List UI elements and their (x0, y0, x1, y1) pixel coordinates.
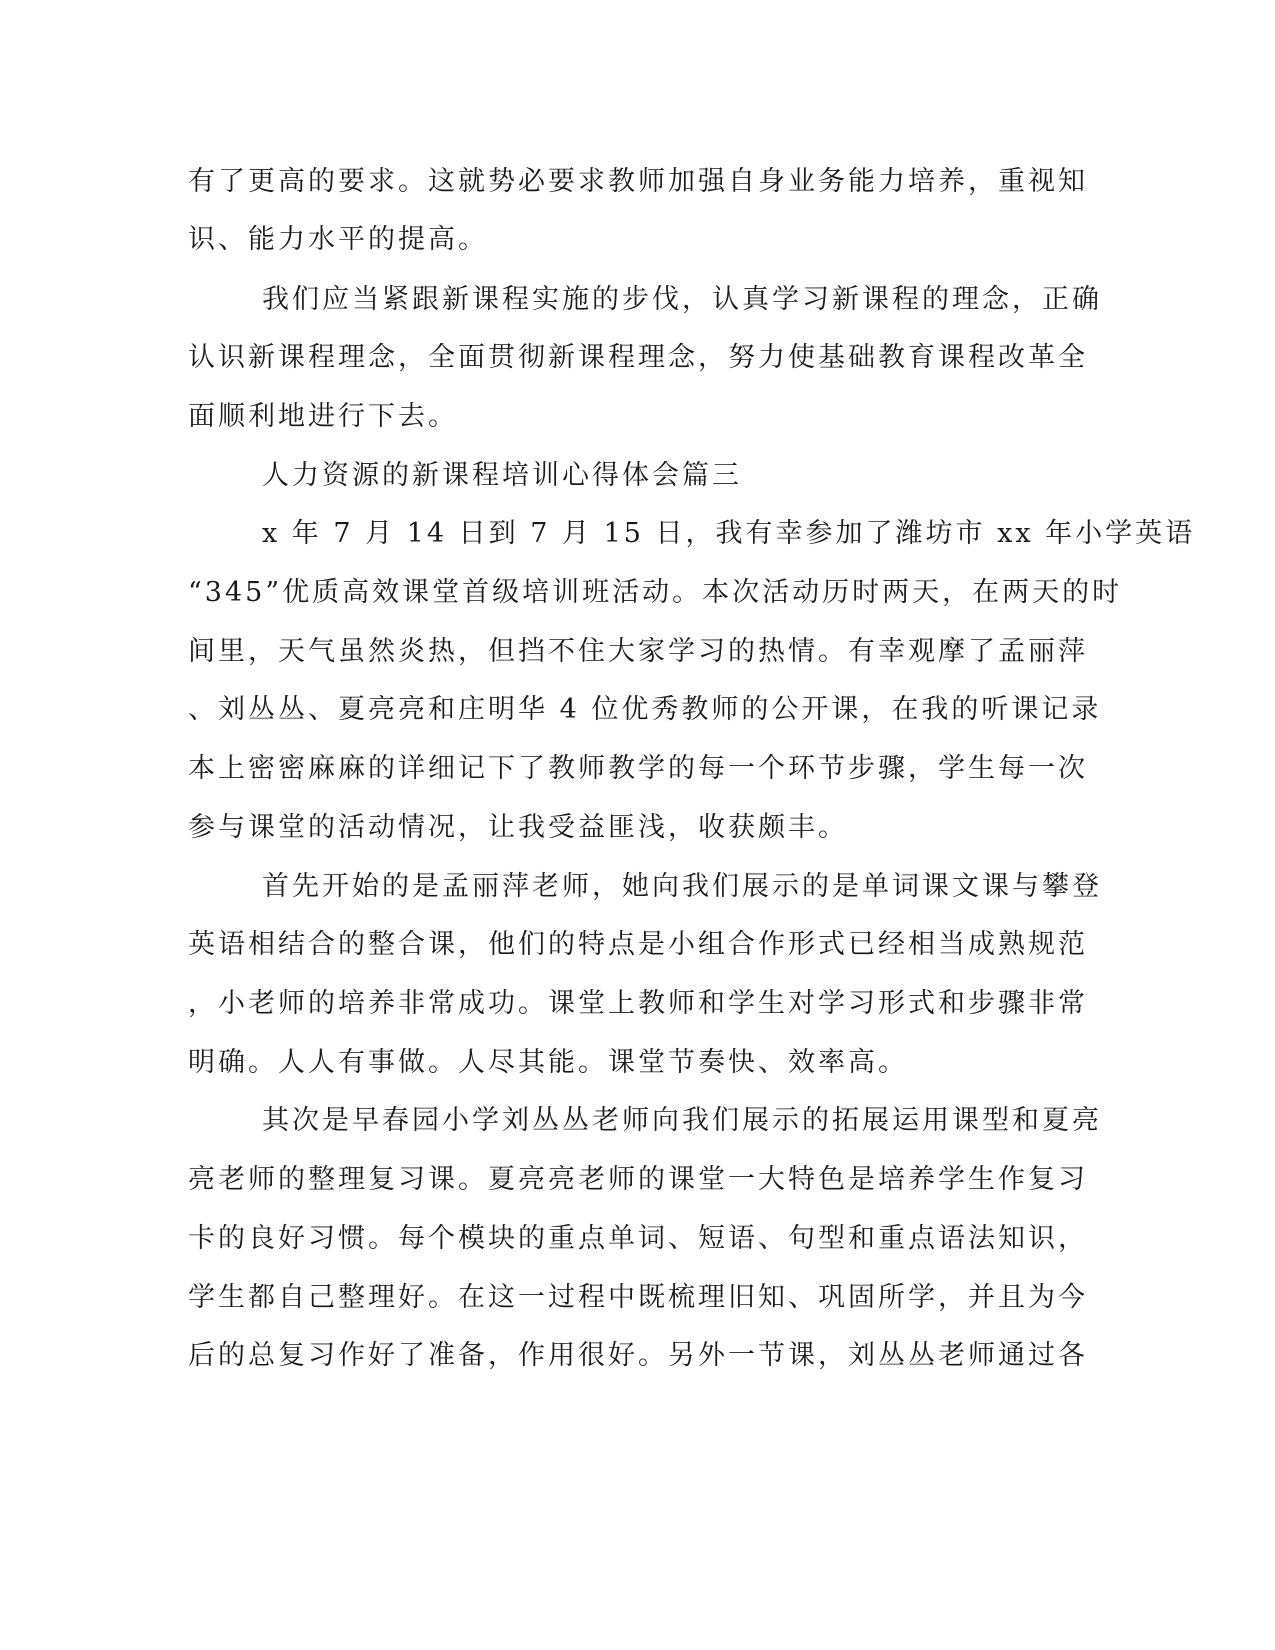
paragraph-start-line: x 年 7 月 14 日到 7 月 15 日，我有幸参加了潍坊市 xx 年小学英语 (262, 518, 1196, 549)
text-line: 英语相结合的整合课，他们的特点是小组合作形式已经相当成熟规范 (188, 929, 1088, 960)
text-line: 参与课堂的活动情况，让我受益匪浅，收获颇丰。 (188, 812, 848, 843)
text-line: 间里，天气虽然炎热，但挡不住大家学习的热情。有幸观摩了孟丽萍 (188, 636, 1088, 667)
text-line: 本上密密麻麻的详细记下了教师教学的每一个环节步骤，学生每一次 (188, 753, 1088, 784)
paragraph-start-line: 其次是早春园小学刘丛丛老师向我们展示的拓展运用课型和夏亮 (262, 1105, 1102, 1136)
text-line: 明确。人人有事做。人尽其能。课堂节奏快、效率高。 (188, 1047, 908, 1078)
paragraph-start-line: 我们应当紧跟新课程实施的步伐，认真学习新课程的理念，正确 (262, 284, 1102, 315)
text-line: 有了更高的要求。这就势必要求教师加强自身业务能力培养，重视知 (188, 166, 1088, 197)
text-line: “345”优质高效课堂首级培训班活动。本次活动历时两天，在两天的时 (188, 577, 1123, 608)
text-line: 识、能力水平的提高。 (188, 224, 488, 255)
text-line: ，小老师的培养非常成功。课堂上教师和学生对学习形式和步骤非常 (188, 988, 1088, 1019)
text-line: 卡的良好习惯。每个模块的重点单词、短语、句型和重点语法知识， (188, 1223, 1088, 1254)
text-line: 、刘丛丛、夏亮亮和庄明华 4 位优秀教师的公开课，在我的听课记录 (188, 694, 1102, 725)
paragraph-start-line: 首先开始的是孟丽萍老师，她向我们展示的是单词课文课与攀登 (262, 871, 1102, 902)
section-heading: 人力资源的新课程培训心得体会篇三 (262, 460, 742, 491)
text-line: 后的总复习作好了准备，作用很好。另外一节课，刘丛丛老师通过各 (188, 1340, 1088, 1371)
text-line: 面顺利地进行下去。 (188, 401, 458, 432)
text-line: 亮老师的整理复习课。夏亮亮老师的课堂一大特色是培养学生作复习 (188, 1164, 1088, 1195)
text-line: 认识新课程理念，全面贯彻新课程理念，努力使基础教育课程改革全 (188, 342, 1088, 373)
text-line: 学生都自己整理好。在这一过程中既梳理旧知、巩固所学，并且为今 (188, 1282, 1088, 1313)
